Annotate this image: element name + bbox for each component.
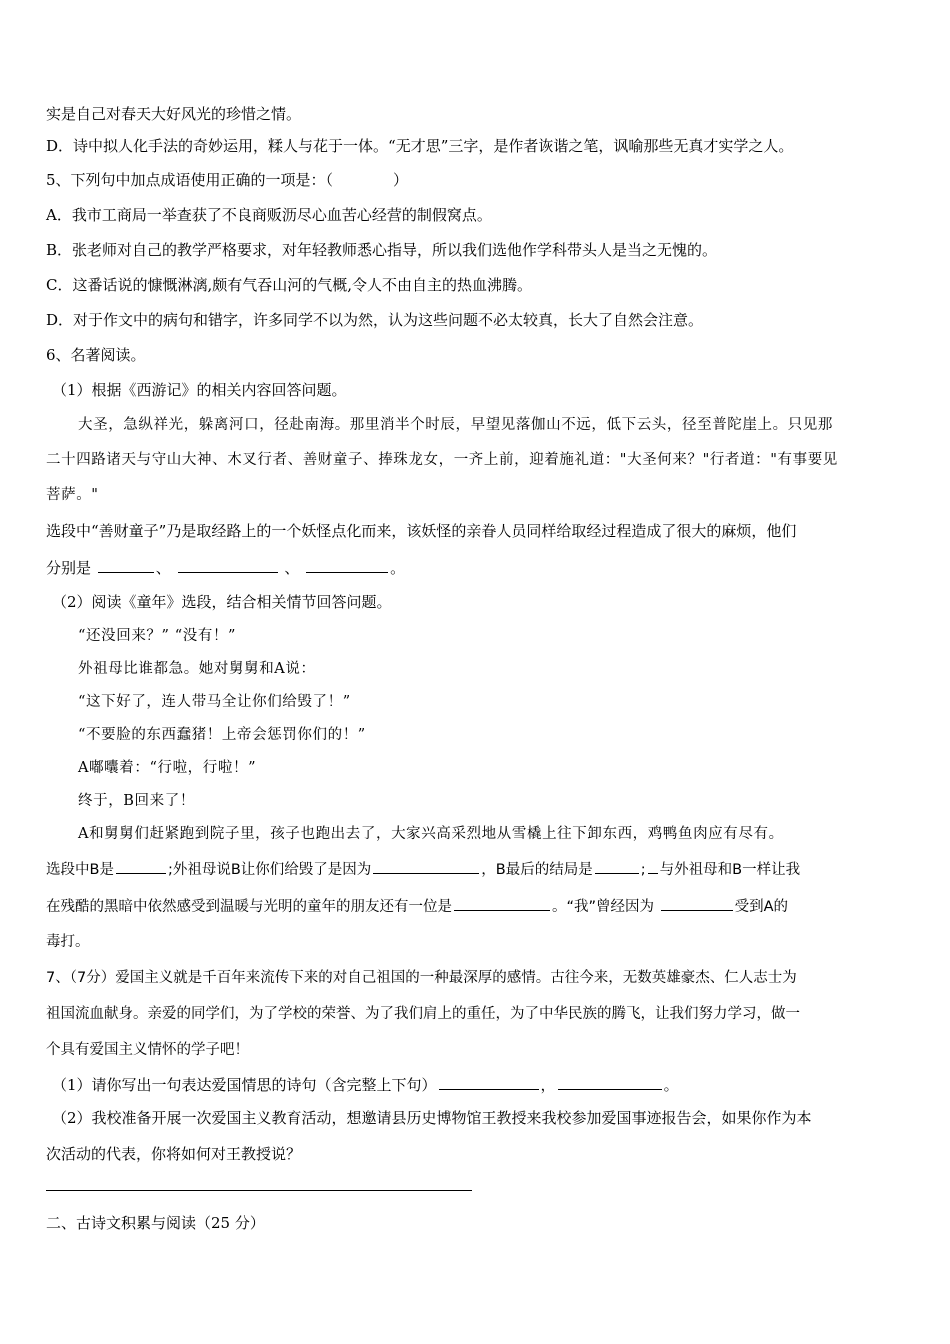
question-7-line-1	[46, 968, 797, 988]
text: ，	[540, 1076, 556, 1094]
text: 二、古诗文积累与阅读（25 分）	[46, 1214, 265, 1232]
excerpt-line-3	[78, 692, 351, 712]
text: 毒打。	[46, 934, 90, 950]
q5-option-a	[46, 205, 492, 225]
text: 实是自己对春天大好风光的珍惜之情。	[46, 105, 302, 123]
passage-line-3	[46, 485, 99, 505]
text: 外祖母比谁都急。她对舅舅和A说：	[78, 661, 316, 677]
text: 5、下列句中加点成语使用正确的一项是：（ ）	[46, 171, 409, 189]
text: 次活动的代表，你将如何对王教授说？	[46, 1145, 302, 1163]
text: A嘟囔着：“行啦，行啦！”	[78, 760, 257, 776]
question-5	[46, 170, 408, 190]
excerpt-line-4	[78, 725, 366, 745]
q6-part2	[52, 592, 392, 612]
text: 与外祖母和B一样让我	[659, 862, 801, 878]
q6-part2-question-line-3	[46, 932, 90, 952]
text: B．张老师对自己的教学严格要求，对年轻教师悉心指导，所以我们选他作学科带头人是当之无愧的。	[46, 241, 718, 259]
q5-option-c	[46, 275, 532, 295]
q6-part1	[52, 380, 347, 400]
question-7-line-2	[46, 1004, 800, 1024]
answer-blank[interactable]	[178, 557, 278, 573]
text: 大圣，急纵祥光，躲离河口，径赴南海。那里消半个时辰，早望见落伽山不远，低下云头，径至普陀崖上。只见那	[78, 417, 833, 433]
text: 祖国流血献身。亲爱的同学们，为了学校的荣誉、为了我们肩上的重任，为了中华民族的腾飞，让我们努力学习，做一	[46, 1006, 800, 1022]
excerpt-line-5	[78, 758, 256, 778]
text: 分别是	[46, 559, 92, 577]
excerpt-line-6	[78, 791, 195, 811]
q5-option-d	[46, 310, 703, 330]
text: C．这番话说的慷慨淋漓,颇有气吞山河的气概,令人不由自主的热血沸腾。	[46, 276, 533, 294]
answer-line[interactable]	[46, 1190, 472, 1191]
option-d	[46, 136, 793, 156]
text: 选段中B是	[46, 862, 114, 878]
excerpt-line-1	[78, 626, 236, 646]
answer-blank[interactable]	[661, 895, 733, 911]
text: 个具有爱国主义情怀的学子吧！	[46, 1042, 249, 1058]
text: 。“我”曾经因为	[552, 899, 655, 915]
text: 。	[390, 559, 406, 577]
text: ;外祖母说B让你们给毁了是因为	[167, 862, 372, 878]
answer-blank[interactable]	[116, 858, 166, 874]
text: ;	[640, 862, 646, 878]
text: 选段中“善财童子”乃是取经路上的一个妖怪点化而来，该妖怪的亲眷人员同样给取经过程造成了很大的麻烦，他们	[46, 522, 797, 540]
text: 6、名著阅读。	[46, 346, 146, 364]
q7-part2-line-1	[52, 1108, 812, 1128]
text: D．诗中拟人化手法的奇妙运用，糅人与花于一体。“无才思”三字，是作者诙谐之笔，讽喻那些无真才实学之人。	[46, 137, 794, 155]
answer-blank[interactable]	[439, 1074, 539, 1090]
answer-blank[interactable]	[306, 557, 388, 573]
answer-blank[interactable]	[595, 858, 639, 874]
excerpt-line-7	[78, 824, 784, 844]
q7-part2-line-2	[46, 1144, 301, 1164]
text: “还没回来？” “没有！”	[78, 628, 237, 644]
text: 在残酷的黑暗中依然感受到温暖与光明的童年的朋友还有一位是	[46, 899, 452, 915]
text: 菩萨。"	[46, 487, 99, 503]
text: “这下好了，连人带马全让你们给毁了！”	[78, 694, 351, 710]
text: （2）我校准备开展一次爱国主义教育活动，想邀请县历史博物馆王教授来我校参加爱国事迹报告会，如果你作为本	[52, 1109, 812, 1127]
text: 、	[155, 559, 171, 577]
text: ，B最后的结局是	[481, 862, 593, 878]
text: 终于，B回来了！	[78, 793, 195, 809]
text: D．对于作文中的病句和错字，许多同学不以为然，认为这些问题不必太较真，长大了自然会注意。	[46, 311, 704, 329]
text: “不要脸的东西蠢猪！上帝会惩罚你们的！”	[78, 727, 366, 743]
q6-part1-question	[46, 521, 796, 541]
question-6	[46, 345, 146, 365]
text: （1）根据《西游记》的相关内容回答问题。	[52, 381, 347, 399]
text: 、	[284, 559, 300, 577]
question-7-line-3	[46, 1040, 249, 1060]
q7-part1	[52, 1074, 679, 1095]
text: A．我市工商局一举查获了不良商贩沥尽心血苦心经营的制假窝点。	[46, 206, 492, 224]
q5-option-b	[46, 240, 717, 260]
text: （2）阅读《童年》选段，结合相关情节回答问题。	[52, 593, 392, 611]
passage-line-1	[78, 415, 833, 435]
text: 7、（7分）爱国主义就是千百年来流传下来的对自己祖国的一种最深厚的感情。古往今来，无数英雄豪杰、仁人志士为	[46, 970, 797, 986]
answer-blank[interactable]	[648, 858, 658, 874]
answer-blank[interactable]	[558, 1074, 662, 1090]
answer-blank[interactable]	[98, 557, 154, 573]
text: A和舅舅们赶紧跑到院子里，孩子也跑出去了，大家兴高采烈地从雪橇上往下卸东西，鸡鸭鱼肉应有尽有。	[78, 826, 784, 842]
text: 受到A的	[734, 899, 789, 915]
q6-part2-question-line-2	[46, 895, 788, 917]
excerpt-line-2	[78, 659, 316, 679]
text: （1）请你写出一句表达爱国情思的诗句（含完整上下句）	[52, 1076, 437, 1094]
answer-blank[interactable]	[373, 858, 479, 874]
answer-blank[interactable]	[454, 895, 550, 911]
q6-part2-question-line-1	[46, 858, 800, 880]
q6-part1-blanks	[46, 557, 405, 578]
option-c-continued	[46, 104, 301, 124]
section-2-heading	[46, 1213, 265, 1233]
passage-line-2	[46, 450, 838, 470]
text: 。	[663, 1076, 679, 1094]
text: 二十四路诸天与守山大神、木叉行者、善财童子、捧珠龙女，一齐上前，迎着施礼道："大圣何来？"行者道："有事要见	[46, 452, 838, 468]
